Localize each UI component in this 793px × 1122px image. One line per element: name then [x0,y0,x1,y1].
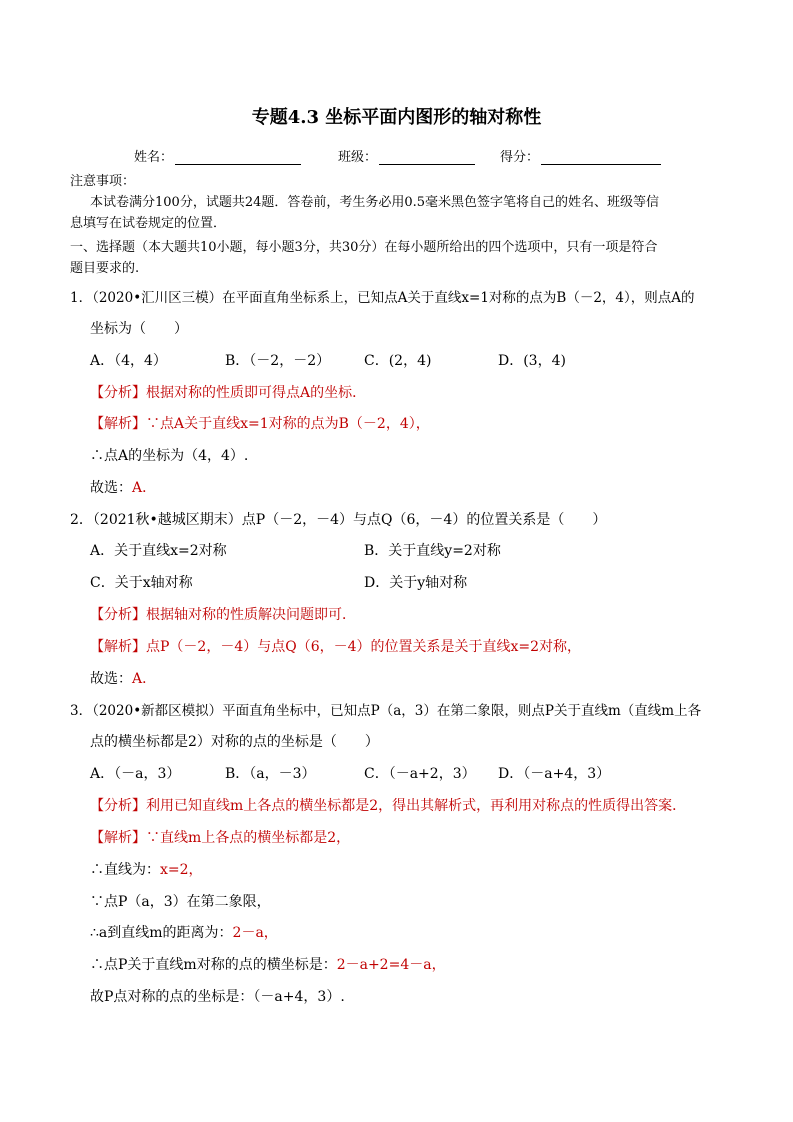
q3-stem-line2: 点的横坐标都是2）对称的点的坐标是（ ） [90,734,379,750]
q3-option-b: B．（a，－3） [225,766,316,782]
q1-solution [90,414,430,434]
q3-option-a: A．（－a，3） [90,766,181,782]
q1-option-b: B．（－2，－2） [225,353,331,369]
q2-option-d: D．关于y轴对称 [364,575,468,591]
q3-sol2-value: x=2， [160,862,203,878]
q2-answer-value: A． [132,671,157,687]
q2-answer [90,669,156,689]
q3-solution-line5 [90,955,446,975]
q1-analysis-text: 根据对称的性质即可得点A的坐标． [146,385,367,401]
q3-option-d: D．（－a+4，3） [498,766,611,782]
class-field [338,146,475,165]
q2-analysis [90,605,356,625]
q1-option-c: C．(2，4) [364,353,432,369]
q3-sol5-label: ∴点P关于直线m对称的点的横坐标是： [90,957,337,973]
q3-stem-line1: 3．（2020•新都区模拟）平面直角坐标中，已知点P（a，3）在第二象限，则点P关于直线m（直线m上各 [70,703,702,719]
section-heading-line1: 一、选择题（本大题共10小题，每小题3分，共30分）在每小题所给出的四个选项中，只有一项是符合 [70,240,658,255]
q3-sol2-label: ∴直线为： [90,862,160,878]
page-title: 专题4.3 坐标平面内图形的轴对称性 [251,107,542,128]
q1-stem-line2: 坐标为（ ） [90,321,188,337]
q3-sol6-value: （－a+4，3）. [253,989,345,1005]
q3-sol4-label: ∴a到直线m的距离为： [90,925,233,941]
q1-solution-line1: ∵点A关于直线x=1对称的点为B（－2，4）， [146,416,430,432]
q3-solution-line4 [90,923,278,943]
notice-heading: 注意事项： [70,174,136,189]
notice-line1: 本试卷满分100分，试题共24题．答卷前，考生务必用0.5毫米黑色签字笔将自己的姓名、班级等信 [90,195,660,210]
score-field [500,146,661,165]
notice-line2: 息填写在试卷规定的位置． [70,216,227,231]
q2-solution-line1: 点P（－2，－4）与点Q（6，－4）的位置关系是关于直线x=2对称， [146,639,582,655]
q1-stem-line1: 1．（2020•汇川区三模）在平面直角坐标系上，已知点A关于直线x=1对称的点为B（－2，4），则点A的 [70,290,695,306]
q1-solution-tag: 【解析】 [90,416,146,432]
q3-solution-line6 [90,987,345,1007]
q2-option-b: B．关于直线y=2对称 [364,543,501,559]
q3-solution [90,828,350,848]
q3-solution-line1: ∵直线m上各点的横坐标都是2， [146,830,351,846]
q2-stem-line1: 2．（2021秋•越城区期末）点P（－2，－4）与点Q（6，－4）的位置关系是（ ） [70,512,607,528]
class-blank [379,152,475,165]
q2-option-c: C．关于x轴对称 [90,575,193,591]
q1-answer-label: 故选： [90,480,132,496]
q3-sol6-label: 故P点对称的点的坐标是： [90,989,254,1005]
q1-option-d: D．(3，4) [498,353,566,369]
score-blank [541,152,661,165]
q1-solution-line2: ∴点A的坐标为（4，4）. [90,448,249,464]
q2-solution [90,637,581,657]
q2-option-a: A．关于直线x=2对称 [90,543,227,559]
q3-sol5-value: 2－a+2=4－a， [336,957,446,973]
q3-option-c: C．（－a+2，3） [364,766,476,782]
q3-analysis-text: 利用已知直线m上各点的横坐标都是2，得出其解析式，再利用对称点的性质得出答案． [146,798,687,814]
q3-analysis-tag: 【分析】 [90,798,146,814]
q1-answer [90,478,156,498]
score-label: 得分： [500,150,540,165]
name-blank [175,152,301,165]
q2-solution-tag: 【解析】 [90,639,146,655]
q2-answer-label: 故选： [90,671,132,687]
q1-analysis [90,383,366,403]
q1-answer-value: A． [132,480,157,496]
q1-analysis-tag: 【分析】 [90,385,146,401]
q3-solution-line2 [90,860,203,880]
q3-solution-tag: 【解析】 [90,830,146,846]
q3-sol4-value: 2－a， [232,925,278,941]
class-label: 班级： [338,150,378,165]
section-heading-line2: 题目要求的. [70,261,140,276]
q3-analysis [90,796,686,816]
q3-solution-line3: ∵点P（a，3）在第二象限， [90,894,271,910]
name-field [134,146,301,165]
q2-analysis-tag: 【分析】 [90,607,146,623]
q1-option-a: A．（4，4） [90,353,167,369]
name-label: 姓名： [134,150,174,165]
q2-analysis-text: 根据轴对称的性质解决问题即可． [146,607,356,623]
